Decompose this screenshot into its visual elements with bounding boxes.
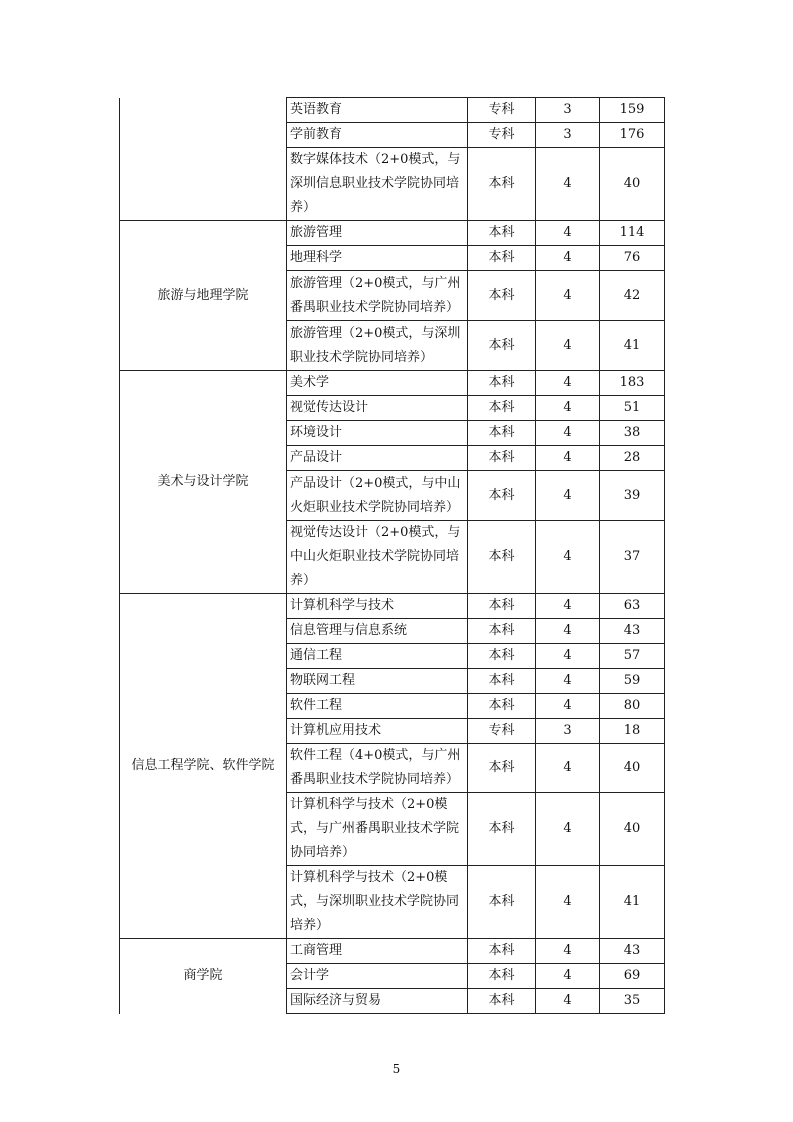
major-cell: 计算机科学与技术 [287,594,468,619]
count-cell: 42 [600,271,665,321]
years-cell: 3 [536,719,600,744]
count-cell: 37 [600,521,665,594]
level-cell: 本科 [468,521,536,594]
major-cell: 信息管理与信息系统 [287,619,468,644]
level-cell: 本科 [468,221,536,246]
level-cell: 本科 [468,321,536,371]
level-cell: 本科 [468,421,536,446]
table-row [120,98,665,123]
count-cell: 114 [600,221,665,246]
level-cell: 本科 [468,446,536,471]
years-cell: 4 [536,866,600,939]
level-cell: 专科 [468,123,536,148]
count-cell: 41 [600,866,665,939]
level-cell: 本科 [468,619,536,644]
count-cell: 69 [600,964,665,989]
major-cell: 工商管理 [287,939,468,964]
years-cell: 4 [536,989,600,1014]
table-row [120,594,665,619]
count-cell: 18 [600,719,665,744]
count-cell: 57 [600,644,665,669]
years-cell: 4 [536,471,600,521]
count-cell: 38 [600,421,665,446]
years-cell: 4 [536,271,600,321]
major-cell: 环境设计 [287,421,468,446]
major-cell: 学前教育 [287,123,468,148]
college-cell: 美术与设计学院 [120,371,287,594]
college-cell: 商学院 [120,939,287,1014]
years-cell: 4 [536,221,600,246]
major-cell: 美术学 [287,371,468,396]
major-cell: 英语教育 [287,98,468,123]
page-number: 5 [392,1062,401,1076]
level-cell: 本科 [468,694,536,719]
level-cell: 本科 [468,744,536,793]
table-row [120,221,665,246]
count-cell: 159 [600,98,665,123]
count-cell: 43 [600,939,665,964]
college-cell: 旅游与地理学院 [120,221,287,371]
college-cell [120,98,287,221]
years-cell: 4 [536,793,600,866]
count-cell: 35 [600,989,665,1014]
level-cell: 本科 [468,271,536,321]
major-cell: 软件工程（4+0模式，与广州番禺职业技术学院协同培养） [287,744,468,793]
count-cell: 40 [600,793,665,866]
table-body [120,98,665,1014]
major-cell: 视觉传达设计（2+0模式，与中山火炬职业技术学院协同培养） [287,521,468,594]
major-cell: 数字媒体技术（2+0模式，与深圳信息职业技术学院协同培养） [287,148,468,221]
years-cell: 4 [536,594,600,619]
level-cell: 本科 [468,989,536,1014]
count-cell: 51 [600,396,665,421]
years-cell: 3 [536,98,600,123]
major-cell: 物联网工程 [287,669,468,694]
level-cell: 本科 [468,644,536,669]
years-cell: 3 [536,123,600,148]
count-cell: 76 [600,246,665,271]
years-cell: 4 [536,321,600,371]
level-cell: 本科 [468,246,536,271]
count-cell: 176 [600,123,665,148]
level-cell: 专科 [468,719,536,744]
major-cell: 产品设计 [287,446,468,471]
level-cell: 专科 [468,98,536,123]
years-cell: 4 [536,148,600,221]
years-cell: 4 [536,371,600,396]
count-cell: 183 [600,371,665,396]
major-cell: 旅游管理（2+0模式，与广州番禺职业技术学院协同培养） [287,271,468,321]
years-cell: 4 [536,744,600,793]
table-row [120,371,665,396]
count-cell: 39 [600,471,665,521]
level-cell: 本科 [468,793,536,866]
level-cell: 本科 [468,471,536,521]
major-cell: 地理科学 [287,246,468,271]
level-cell: 本科 [468,866,536,939]
count-cell: 28 [600,446,665,471]
major-cell: 通信工程 [287,644,468,669]
count-cell: 59 [600,669,665,694]
major-cell: 产品设计（2+0模式，与中山火炬职业技术学院协同培养） [287,471,468,521]
years-cell: 4 [536,421,600,446]
years-cell: 4 [536,939,600,964]
years-cell: 4 [536,619,600,644]
major-cell: 计算机科学与技术（2+0模式，与深圳职业技术学院协同培养） [287,866,468,939]
level-cell: 本科 [468,939,536,964]
years-cell: 4 [536,521,600,594]
years-cell: 4 [536,446,600,471]
major-cell: 视觉传达设计 [287,396,468,421]
college-cell: 信息工程学院、软件学院 [120,594,287,939]
major-cell: 旅游管理 [287,221,468,246]
level-cell: 本科 [468,148,536,221]
count-cell: 43 [600,619,665,644]
major-cell: 软件工程 [287,694,468,719]
count-cell: 40 [600,744,665,793]
count-cell: 40 [600,148,665,221]
enrollment-table [119,97,665,1014]
major-cell: 会计学 [287,964,468,989]
count-cell: 80 [600,694,665,719]
major-cell: 计算机应用技术 [287,719,468,744]
major-cell: 计算机科学与技术（2+0模式，与广州番禺职业技术学院协同培养） [287,793,468,866]
level-cell: 本科 [468,964,536,989]
table-row [120,939,665,964]
years-cell: 4 [536,694,600,719]
major-cell: 国际经济与贸易 [287,989,468,1014]
level-cell: 本科 [468,396,536,421]
years-cell: 4 [536,396,600,421]
major-cell: 旅游管理（2+0模式，与深圳职业技术学院协同培养） [287,321,468,371]
level-cell: 本科 [468,669,536,694]
years-cell: 4 [536,964,600,989]
level-cell: 本科 [468,371,536,396]
years-cell: 4 [536,644,600,669]
years-cell: 4 [536,669,600,694]
years-cell: 4 [536,246,600,271]
count-cell: 41 [600,321,665,371]
count-cell: 63 [600,594,665,619]
level-cell: 本科 [468,594,536,619]
